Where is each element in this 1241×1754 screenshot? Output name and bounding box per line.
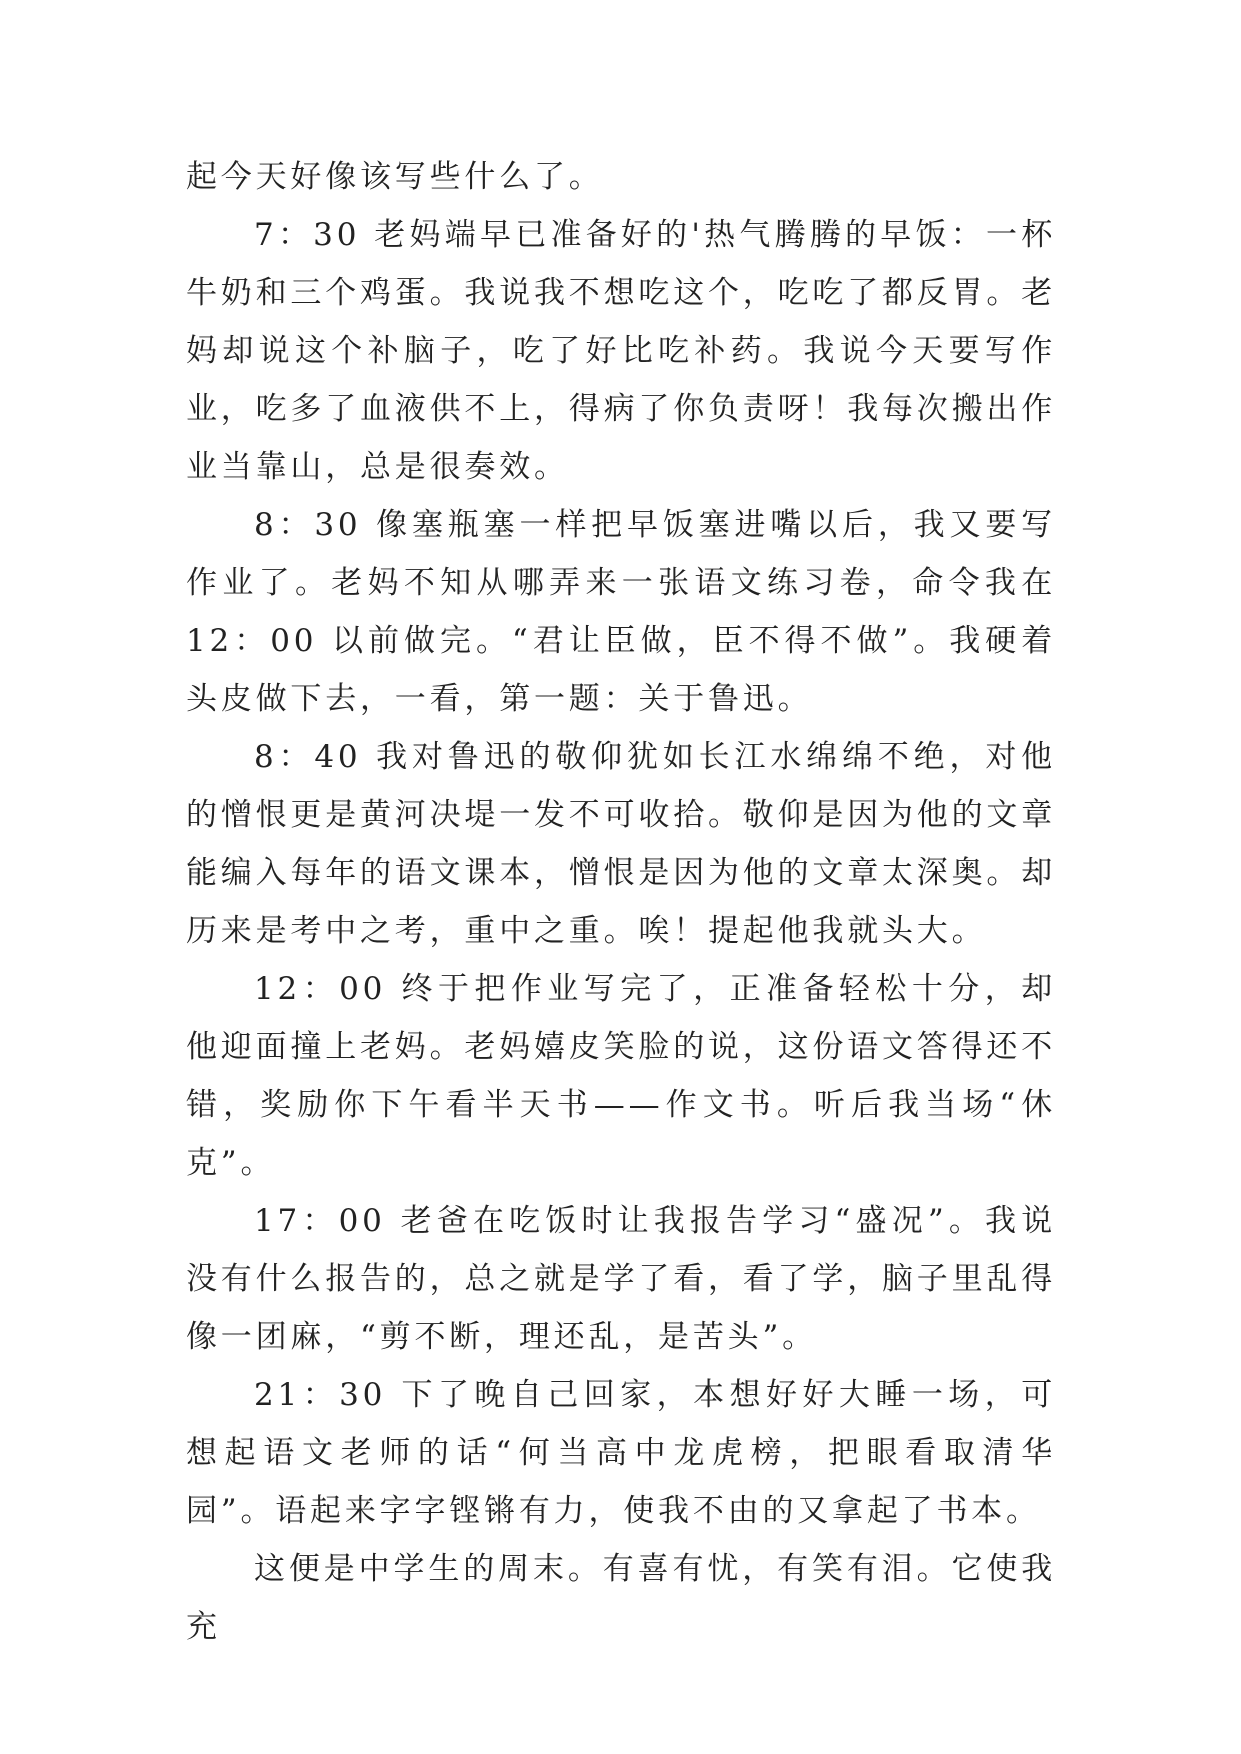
document-body (186, 148, 1056, 1656)
paragraph-0830: 8：30 像塞瓶塞一样把早饭塞进嘴以后，我又要写作业了。老妈不知从哪弄来一张语文练习卷，命令我在 12：00 以前做完。“君让臣做，臣不得不做”。我硬着头皮做下去，一看，第一题：关于鲁迅。 (186, 507, 1056, 717)
paragraph-1700: 17：00 老爸在吃饭时让我报告学习“盛况”。我说没有什么报告的，总之就是学了看，看了学，脑子里乱得像一团麻，“剪不断，理还乱，是苦头”。 (186, 1203, 1056, 1355)
paragraph-continuation: 起今天好像该写些什么了。 (186, 159, 604, 195)
paragraph-2130: 21：30 下了晚自己回家，本想好好大睡一场，可想起语文老师的话“何当高中龙虎榜，把眼看取清华园”。语起来字字铿锵有力，使我不由的又拿起了书本。 (186, 1377, 1056, 1529)
paragraph-0840: 8：40 我对鲁迅的敬仰犹如长江水绵绵不绝，对他的憎恨更是黄河决堤一发不可收拾。敬仰是因为他的文章能编入每年的语文课本，憎恨是因为他的文章太深奥。却历来是考中之考，重中之重。唉！提起他我就头大。 (186, 739, 1056, 949)
paragraph-1200: 12：00 终于把作业写完了，正准备轻松十分，却他迎面撞上老妈。老妈嬉皮笑脸的说，这份语文答得还不错，奖励你下午看半天书——作文书。听后我当场“休克”。 (186, 971, 1056, 1181)
paragraph-closing: 这便是中学生的周末。有喜有忧，有笑有泪。它使我充 (186, 1551, 1056, 1645)
paragraph-0730: 7：30 老妈端早已准备好的'热气腾腾的早饭：一杯牛奶和三个鸡蛋。我说我不想吃这个，吃吃了都反胃。老妈却说这个补脑子，吃了好比吃补药。我说今天要写作业，吃多了血液供不上，得病了你负责呀！我每次搬出作业当靠山，总是很奏效。 (186, 217, 1056, 485)
